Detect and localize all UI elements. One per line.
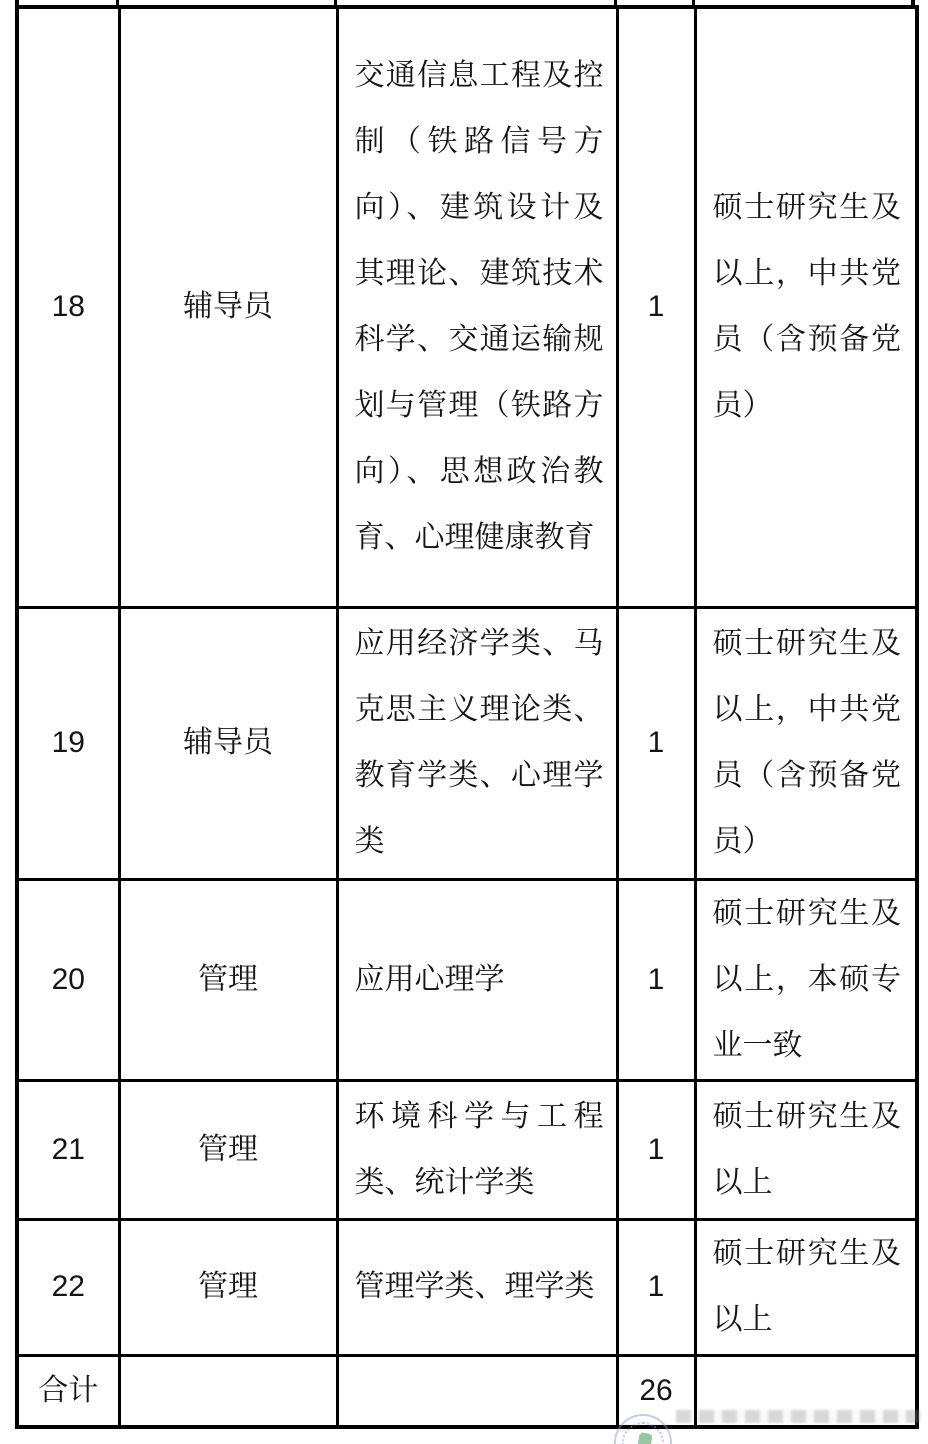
cell-count: 1 (617, 1080, 695, 1219)
seal-center-emblem (636, 1432, 652, 1444)
cell-majors: 管理学类、理学类 (337, 1219, 617, 1355)
cell-count: 1 (617, 7, 695, 607)
cell-seq-no: 19 (17, 607, 119, 879)
table-row (17, 1219, 917, 1355)
cell-majors: 交通信息工程及控制（铁路信号方向）、建筑设计及其理论、建筑技术科学、交通运输规划与管理（铁路方向）、思想政治教育、心理健康教育 (337, 7, 617, 607)
table-row (17, 7, 917, 607)
cell-position (119, 1355, 337, 1427)
cell-count: 1 (617, 879, 695, 1080)
cell-requirement: 硕士研究生及以上 (695, 1080, 917, 1219)
cell-total-label: 合计 (17, 1355, 119, 1427)
recruitment-table (15, 5, 919, 1429)
cell-seq-no: 21 (17, 1080, 119, 1219)
table-row (17, 879, 917, 1080)
cell-count: 1 (617, 607, 695, 879)
cell-total-count: 26 (617, 1355, 695, 1427)
table-row (17, 1080, 917, 1219)
cell-position: 管理 (119, 1219, 337, 1355)
cell-position: 辅导员 (119, 7, 337, 607)
cell-seq-no: 22 (17, 1219, 119, 1355)
cell-position: 管理 (119, 879, 337, 1080)
cell-requirement: 硕士研究生及以上，本硕专业一致 (695, 879, 917, 1080)
cell-position: 管理 (119, 1080, 337, 1219)
cell-count: 1 (617, 1219, 695, 1355)
cell-majors: 应用心理学 (337, 879, 617, 1080)
cell-requirement: 硕士研究生及以上，中共党员（含预备党员） (695, 607, 917, 879)
watermark-text-smudge (676, 1410, 920, 1423)
table-row (17, 607, 917, 879)
cell-seq-no: 20 (17, 879, 119, 1080)
cell-majors: 环境科学与工程类、统计学类 (337, 1080, 617, 1219)
cell-position: 辅导员 (119, 607, 337, 879)
cell-majors (337, 1355, 617, 1427)
cell-seq-no: 18 (17, 7, 119, 607)
cell-majors: 应用经济学类、马克思主义理论类、教育学类、心理学类 (337, 607, 617, 879)
cell-requirement: 硕士研究生及以上 (695, 1219, 917, 1355)
cell-requirement: 硕士研究生及以上，中共党员（含预备党员） (695, 7, 917, 607)
